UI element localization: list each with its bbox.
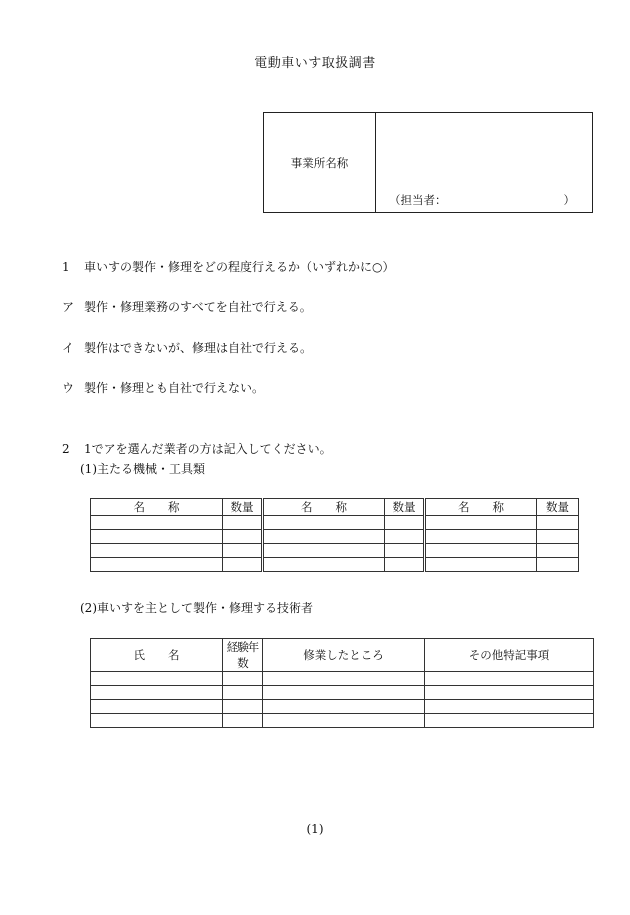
staff-cell[interactable] [425,672,594,686]
person-in-charge-close: ） [563,193,575,207]
staff-cell[interactable] [223,714,263,728]
table-row [91,700,594,714]
question-1-text: 車いすの製作・修理をどの程度行えるか（いずれかに○） [84,260,395,274]
equipment-cell[interactable] [425,530,537,544]
table-row [91,714,594,728]
equipment-cell[interactable] [91,558,223,572]
staff-cell[interactable] [91,714,223,728]
equipment-qty-header: 数量 [537,499,579,516]
question-2-number: 2 [62,442,70,456]
staff-cell[interactable] [263,714,425,728]
table-row [91,672,594,686]
equipment-cell[interactable] [263,544,385,558]
equipment-cell[interactable] [425,544,537,558]
equipment-qty-header: 数量 [223,499,263,516]
option-u-text: 製作・修理とも自社で行えない。 [84,381,265,395]
equipment-cell[interactable] [385,530,425,544]
staff-cell[interactable] [425,700,594,714]
equipment-cell[interactable] [223,544,263,558]
option-a [62,298,312,315]
table-row [91,558,579,572]
equipment-cell[interactable] [91,544,223,558]
option-i-mark: イ [62,341,75,355]
option-u-mark: ウ [62,381,75,395]
staff-cell[interactable] [91,700,223,714]
page-number: (1) [306,822,324,836]
equipment-cell[interactable] [425,516,537,530]
office-name-label: 事業所名称 [264,113,376,212]
office-box [263,112,593,213]
equipment-cell[interactable] [223,558,263,572]
staff-cell[interactable] [263,700,425,714]
question-2 [62,440,332,457]
staff-training-header: 修業したところ [263,639,425,672]
equipment-cell[interactable] [263,516,385,530]
equipment-cell[interactable] [223,516,263,530]
equipment-cell[interactable] [263,558,385,572]
option-a-mark: ア [62,300,75,314]
equipment-cell[interactable] [537,530,579,544]
option-a-text: 製作・修理業務のすべてを自社で行える。 [84,300,312,314]
question-1 [62,258,394,275]
equipment-cell[interactable] [91,530,223,544]
option-i-text: 製作はできないが、修理は自社で行える。 [84,341,313,355]
equipment-cell[interactable] [263,530,385,544]
option-u [62,379,264,396]
subsection-1-title: (1)主たる機械・工具類 [80,462,205,476]
table-row [91,544,579,558]
question-1-number: 1 [62,260,70,274]
equipment-qty-header: 数量 [385,499,425,516]
staff-header-row [91,639,594,672]
staff-cell[interactable] [223,686,263,700]
equipment-cell[interactable] [385,558,425,572]
question-2-text: 1でアを選んだ業者の方は記入してください。 [84,442,332,456]
staff-notes-header: その他特記事項 [425,639,594,672]
staff-table [90,638,594,728]
equipment-header-row [91,499,579,516]
equipment-cell[interactable] [537,558,579,572]
equipment-cell[interactable] [385,544,425,558]
staff-cell[interactable] [425,714,594,728]
equipment-table [90,498,579,572]
table-row [91,686,594,700]
equipment-cell[interactable] [385,516,425,530]
option-i [62,339,312,356]
staff-cell[interactable] [425,686,594,700]
staff-experience-header: 経験年数 [223,639,263,672]
equipment-name-header: 名 称 [91,499,223,516]
table-row [91,516,579,530]
staff-cell[interactable] [263,686,425,700]
subsection-2-title: (2)車いすを主として製作・修理する技術者 [80,601,313,615]
staff-cell[interactable] [91,686,223,700]
equipment-name-header: 名 称 [263,499,385,516]
equipment-cell[interactable] [223,530,263,544]
staff-cell[interactable] [223,672,263,686]
equipment-cell[interactable] [425,558,537,572]
person-in-charge-label: （担当者： [389,193,447,207]
table-row [91,530,579,544]
staff-cell[interactable] [223,700,263,714]
staff-cell[interactable] [91,672,223,686]
page-title: 電動車いす取扱調書 [254,56,376,71]
equipment-cell[interactable] [537,516,579,530]
equipment-name-header: 名 称 [425,499,537,516]
equipment-cell[interactable] [537,544,579,558]
staff-name-header: 氏 名 [91,639,223,672]
staff-cell[interactable] [263,672,425,686]
equipment-cell[interactable] [91,516,223,530]
